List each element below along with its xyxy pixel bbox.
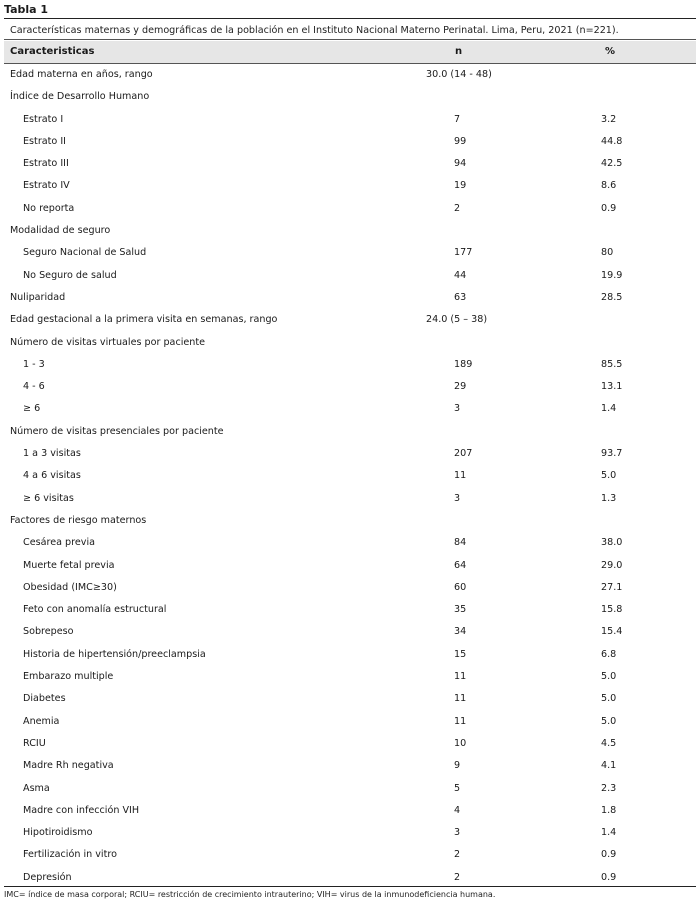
row-label: Estrato II — [23, 135, 66, 147]
table-row — [4, 443, 696, 465]
row-label: Obesidad (IMC≥30) — [23, 581, 117, 593]
caption-rule — [4, 39, 696, 40]
row-n-value: 9 — [454, 760, 461, 772]
table-header — [4, 41, 696, 63]
row-label: Modalidad de seguro — [10, 225, 111, 237]
row-n-value: 10 — [454, 737, 467, 749]
row-n-value: 11 — [454, 671, 467, 683]
table-section-row — [4, 332, 696, 354]
table-section-row — [4, 287, 696, 309]
row-n-value: 177 — [454, 247, 473, 259]
row-label: Madre Rh negativa — [23, 760, 114, 772]
table-row — [4, 800, 696, 822]
row-label: ≥ 6 visitas — [23, 492, 74, 504]
row-percent-value: 13.1 — [601, 381, 623, 393]
row-percent-value: 1.4 — [601, 403, 617, 415]
row-n-value: 3 — [454, 827, 461, 839]
row-percent-value: 1.8 — [601, 804, 617, 816]
row-label: Muerte fetal previa — [23, 559, 115, 571]
row-label: Estrato I — [23, 113, 64, 125]
row-label: No reporta — [23, 202, 75, 214]
row-n-value: 99 — [454, 135, 467, 147]
table-row — [4, 822, 696, 844]
row-n-value: 5 — [454, 782, 461, 794]
table-label: Tabla 1 — [4, 3, 49, 16]
table-section-row — [4, 86, 696, 108]
row-label: Diabetes — [23, 693, 66, 705]
row-percent-value: 4.1 — [601, 760, 617, 772]
bottom-rule — [4, 886, 696, 887]
row-label: Índice de Desarrollo Humano — [10, 91, 150, 103]
table-row — [4, 755, 696, 777]
row-percent-value: 2.3 — [601, 782, 617, 794]
row-range-value: 24.0 (5 – 38) — [426, 314, 488, 326]
row-n-value: 63 — [454, 291, 467, 303]
row-percent-value: 44.8 — [601, 135, 623, 147]
row-label: ≥ 6 — [23, 403, 41, 415]
row-percent-value: 8.6 — [601, 180, 617, 192]
row-label: Edad gestacional a la primera visita en semanas, rango — [10, 314, 278, 326]
row-n-value: 4 — [454, 804, 461, 816]
table-row — [4, 488, 696, 510]
row-label: Factores de riesgo maternos — [10, 514, 147, 526]
table-row — [4, 599, 696, 621]
row-n-value: 44 — [454, 269, 467, 281]
row-label: Edad materna en años, rango — [10, 69, 153, 80]
table-section-row — [4, 220, 696, 242]
row-percent-value: 3.2 — [601, 113, 617, 125]
table-section-row — [4, 309, 696, 331]
table-row — [4, 621, 696, 643]
row-percent-value: 6.8 — [601, 648, 617, 660]
row-label: 1 a 3 visitas — [23, 448, 81, 460]
row-label: Sobrepeso — [23, 626, 74, 638]
row-n-value: 2 — [454, 849, 461, 861]
row-percent-value: 1.3 — [601, 492, 617, 504]
top-rule — [4, 18, 696, 19]
table-row — [4, 666, 696, 688]
row-n-value: 3 — [454, 492, 461, 504]
row-label: Embarazo multiple — [23, 671, 114, 683]
table-row — [4, 153, 696, 175]
row-label: Estrato IV — [23, 180, 70, 192]
table-row — [4, 711, 696, 733]
row-percent-value: 0.9 — [601, 871, 617, 883]
table-row — [4, 555, 696, 577]
row-percent-value: 80 — [601, 247, 614, 259]
row-label: Hipotiroidismo — [23, 827, 93, 839]
row-label: Número de visitas presenciales por paciente — [10, 425, 224, 437]
row-percent-value: 1.4 — [601, 827, 617, 839]
row-percent-value: 5.0 — [601, 715, 617, 727]
row-n-value: 15 — [454, 648, 467, 660]
row-label: Madre con infección VIH — [23, 804, 140, 816]
table-body — [4, 64, 696, 889]
row-label: 4 - 6 — [23, 381, 45, 393]
table-row — [4, 175, 696, 197]
table-row — [4, 844, 696, 866]
table-row — [4, 532, 696, 554]
table-row — [4, 577, 696, 599]
row-n-value: 60 — [454, 581, 467, 593]
table-row — [4, 198, 696, 220]
row-label: Anemia — [23, 715, 60, 727]
row-n-value: 35 — [454, 604, 467, 616]
table-row — [4, 465, 696, 487]
row-n-value: 94 — [454, 158, 467, 170]
row-n-value: 207 — [454, 448, 473, 460]
row-n-value: 34 — [454, 626, 467, 638]
row-percent-value: 28.5 — [601, 291, 623, 303]
row-percent-value: 38.0 — [601, 537, 623, 549]
row-label: Seguro Nacional de Salud — [23, 247, 147, 259]
row-percent-value: 93.7 — [601, 448, 623, 460]
table-section-row — [4, 421, 696, 443]
row-n-value: 189 — [454, 358, 473, 370]
row-label: Número de visitas virtuales por paciente — [10, 336, 206, 348]
header-characteristics: Caracteristicas — [10, 46, 95, 57]
row-percent-value: 27.1 — [601, 581, 623, 593]
row-n-value: 11 — [454, 470, 467, 482]
row-percent-value: 5.0 — [601, 693, 617, 705]
row-percent-value: 5.0 — [601, 470, 617, 482]
table-row — [4, 265, 696, 287]
table-row — [4, 644, 696, 666]
table-caption: Características maternas y demográficas de la población en el Instituto Nacional Materno Perinatal. Lima, Peru, 2021 (n=221). — [10, 25, 619, 36]
row-n-value: 11 — [454, 715, 467, 727]
row-label: Fertilización in vitro — [23, 849, 117, 861]
table-row — [4, 354, 696, 376]
table-row — [4, 398, 696, 420]
header-n: n — [455, 46, 463, 57]
row-label: Feto con anomalía estructural — [23, 604, 167, 616]
row-percent-value: 42.5 — [601, 158, 623, 170]
row-percent-value: 0.9 — [601, 849, 617, 861]
table-row — [4, 688, 696, 710]
row-range-value: 30.0 (14 - 48) — [426, 69, 492, 80]
row-percent-value: 5.0 — [601, 671, 617, 683]
row-percent-value: 85.5 — [601, 358, 623, 370]
table-row — [4, 242, 696, 264]
row-n-value: 84 — [454, 537, 467, 549]
row-label: RCIU — [23, 737, 46, 749]
row-n-value: 2 — [454, 871, 461, 883]
table-row — [4, 778, 696, 800]
row-percent-value: 4.5 — [601, 737, 617, 749]
row-percent-value: 0.9 — [601, 202, 617, 214]
row-percent-value: 29.0 — [601, 559, 623, 571]
table-row — [4, 109, 696, 131]
table-section-row — [4, 510, 696, 532]
row-label: Cesárea previa — [23, 537, 95, 549]
row-n-value: 3 — [454, 403, 461, 415]
row-n-value: 11 — [454, 693, 467, 705]
row-percent-value: 15.8 — [601, 604, 623, 616]
table-row — [4, 733, 696, 755]
row-label: 1 - 3 — [23, 358, 45, 370]
table-row — [4, 376, 696, 398]
row-percent-value: 15.4 — [601, 626, 623, 638]
row-label: Historia de hipertensión/preeclampsia — [23, 648, 206, 660]
row-n-value: 64 — [454, 559, 467, 571]
row-n-value: 19 — [454, 180, 467, 192]
row-label: Asma — [23, 782, 50, 794]
table-row — [4, 131, 696, 153]
row-label: Estrato III — [23, 158, 69, 170]
row-label: No Seguro de salud — [23, 269, 117, 281]
row-n-value: 2 — [454, 202, 461, 214]
table-footnote: IMC= índice de masa corporal; RCIU= restricción de crecimiento intrauterino; VIH= virus de la inmunodeficiencia humana. — [4, 890, 496, 899]
row-label: Nuliparidad — [10, 291, 66, 303]
row-n-value: 29 — [454, 381, 467, 393]
row-percent-value: 19.9 — [601, 269, 623, 281]
row-label: 4 a 6 visitas — [23, 470, 81, 482]
row-label: Depresión — [23, 871, 72, 883]
table-section-row — [4, 64, 696, 86]
row-n-value: 7 — [454, 113, 461, 125]
header-percent: % — [605, 46, 616, 57]
